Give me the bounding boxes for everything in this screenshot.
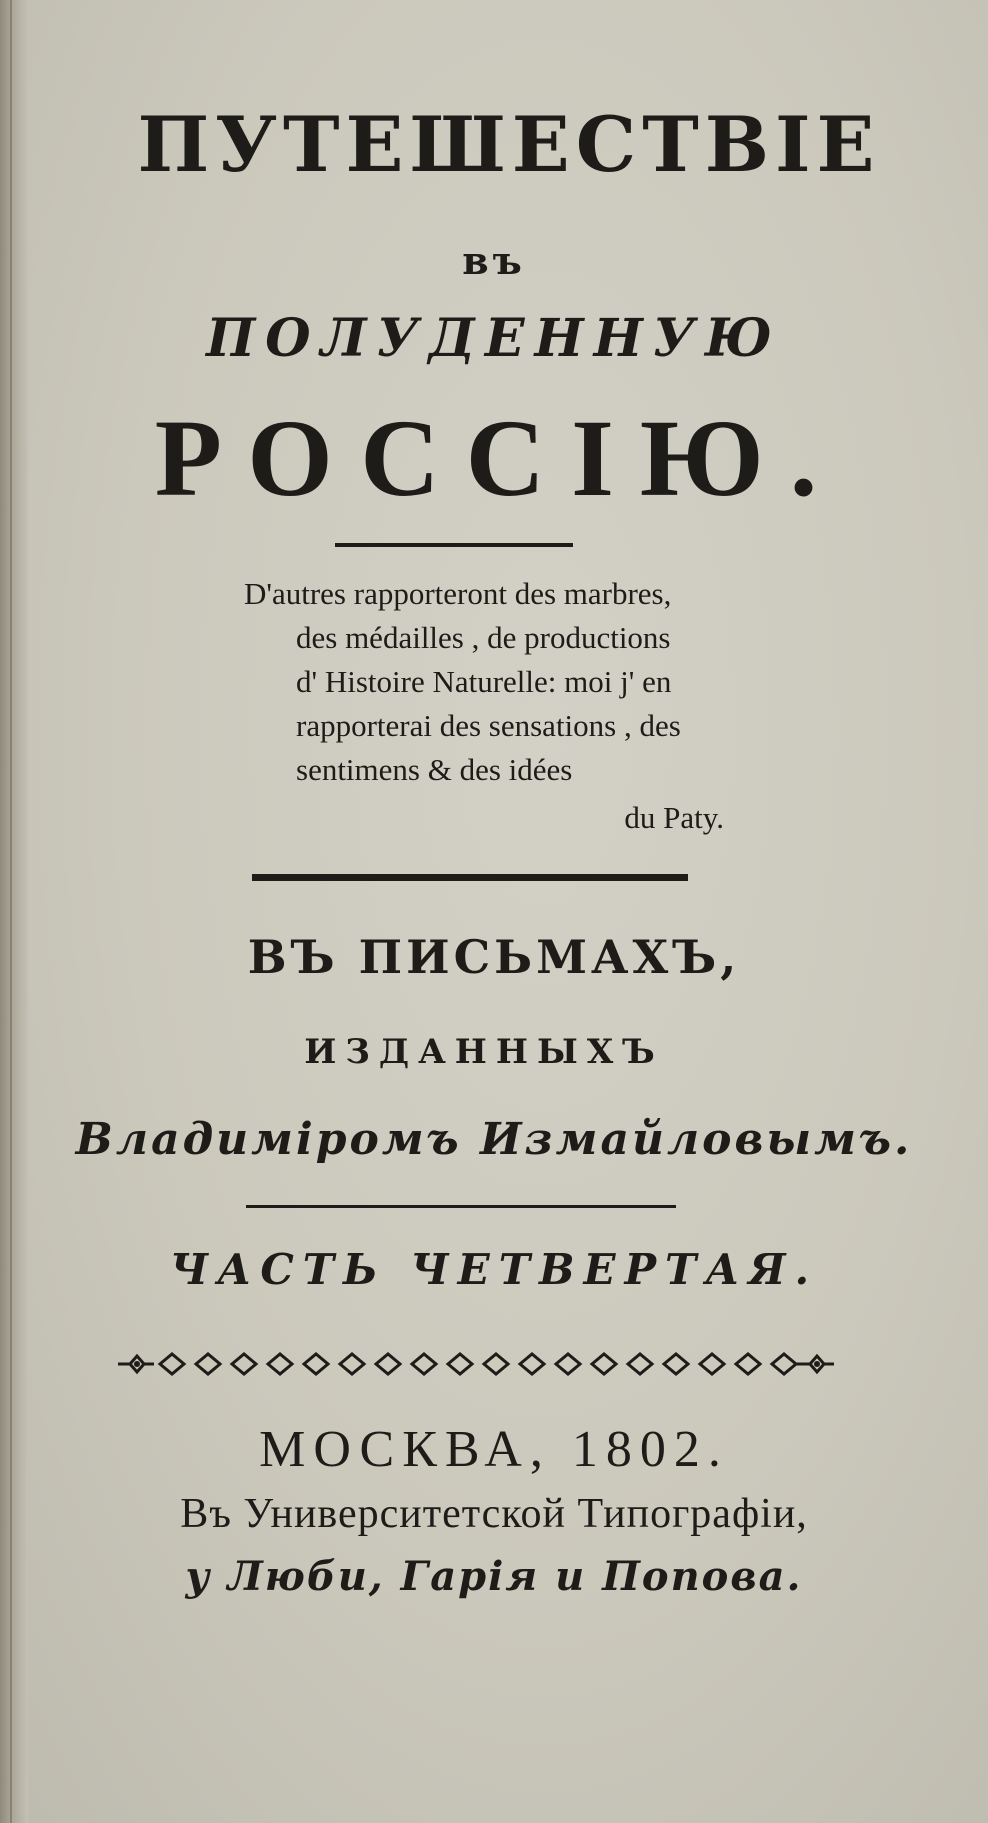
imprint-printers: у Люби, Гарія и Попова.: [185, 1553, 803, 1600]
subtitle-form: ВЪ ПИСЬМАХЪ,: [247, 930, 741, 984]
epigraph-line: des médailles , de productions: [296, 620, 671, 655]
imprint-city-year: МОСКВА, 1802.: [259, 1421, 729, 1478]
editor-name: Владиміромъ Измайловымъ.: [75, 1114, 913, 1165]
divider-rule-thin: [246, 1205, 676, 1208]
epigraph-line: D'autres rapporteront des marbres,: [244, 576, 672, 611]
epigraph-line: sentimens & des idées: [296, 752, 573, 787]
epigraph-author: du Paty.: [624, 800, 724, 835]
epigraph: [244, 572, 824, 840]
epigraph-line: d' Histoire Naturelle: moi j' en: [296, 664, 672, 699]
imprint-press: Въ Университетской Типографіи,: [180, 1491, 808, 1537]
divider-rule-top: [335, 543, 573, 547]
title-adjective: ПОЛУДЕННУЮ: [206, 308, 782, 369]
title-preposition: въ: [462, 238, 526, 283]
ornament-border: [110, 1342, 840, 1386]
divider-rule-thick: [252, 874, 688, 881]
subtitle-published: ИЗДАННЫХЪ: [304, 1032, 664, 1072]
title-country: РОССІЮ.: [154, 397, 844, 519]
epigraph-line: rapporterai des sensations , des: [296, 708, 681, 743]
book-title: ПУТЕШЕСТВІЕ: [137, 100, 881, 189]
volume-part: ЧАСТЬ ЧЕТВЕРТАЯ.: [169, 1245, 819, 1294]
